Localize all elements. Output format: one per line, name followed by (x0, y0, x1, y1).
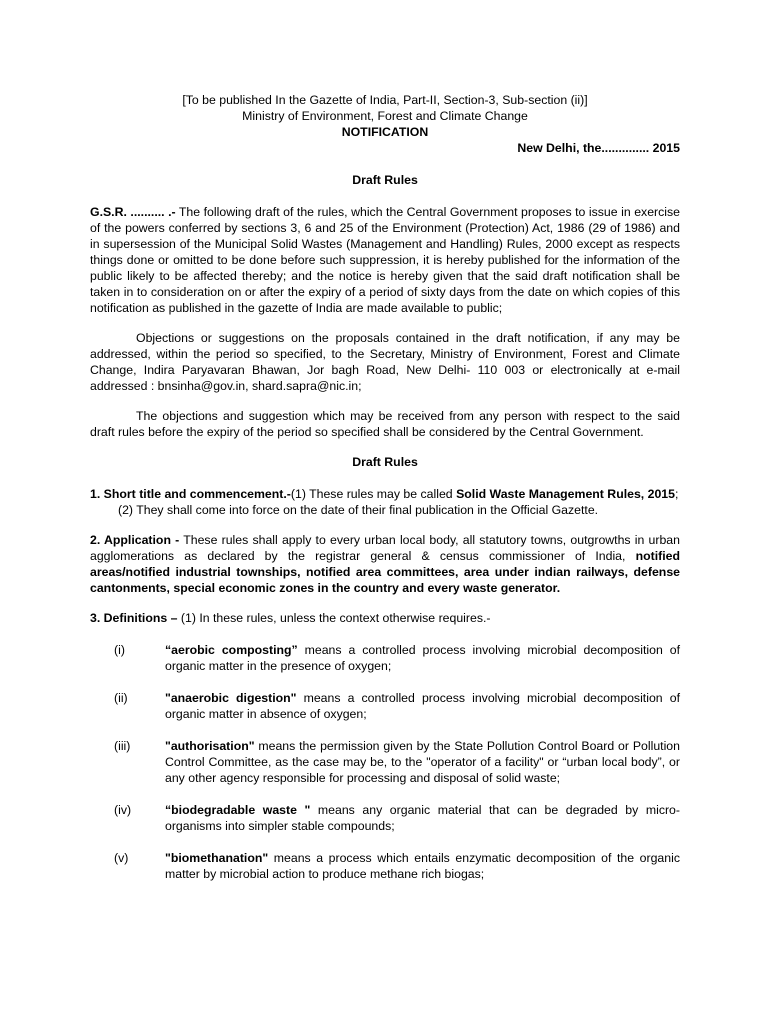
rule-1 (90, 486, 680, 502)
rule-3 (90, 610, 680, 626)
definition-number: (v) (114, 851, 129, 865)
definition-text (165, 802, 680, 834)
rule-2 (90, 532, 680, 596)
notification-heading: NOTIFICATION (341, 125, 429, 139)
place-date: New Delhi, the.............. 2015 (517, 141, 680, 155)
definition-term: "anaerobic digestion" (165, 691, 297, 705)
definition-text (165, 642, 680, 674)
gazette-line: [To be published In the Gazette of India, Part-II, Section-3, Sub-section (ii)] (182, 93, 588, 107)
consideration-paragraph: The objections and suggestion which may be received from any person with respect to the said draft rules before the expiry of the period so specified shall be considered by the Central Government. (90, 409, 680, 439)
definition-number: (i) (114, 643, 125, 657)
definition-item (90, 690, 680, 722)
definition-body: means a controlled process involving microbial decomposition of organic matter in absence of oxygen; (165, 691, 680, 721)
definition-term: "authorisation" (165, 739, 255, 753)
definition-item (90, 738, 680, 786)
definition-term: “biodegradable waste " (165, 803, 311, 817)
gsr-text: The following draft of the rules, which the Central Government proposes to issue in exercise of the powers conferred by sections 3, 6 and 25 of the Environment (Protection) Act, 1986 (29 of 1986) and in supersession of the Municipal Solid Wastes (Management and Handling) Rules, 2000 except as respects things done or omitted to be done before such suppression, it is hereby published for the information of the public likely to be affected thereby; and the notice is hereby given that the said draft notification shall be taken in to consideration on or after the expiry of a period of sixty days from the date on which copies of this notification as published in the gazette of India are made available to public; (90, 205, 681, 315)
gsr-label: G.S.R. .......... .- (90, 205, 176, 219)
ministry-name: Ministry of Environment, Forest and Climate Change (242, 109, 528, 123)
rule-1-name: Solid Waste Management Rules, 2015 (456, 487, 675, 501)
gsr-paragraph (90, 204, 680, 316)
definition-number: (iii) (114, 739, 131, 753)
definition-body: means any organic material that can be degraded by micro-organisms into simpler stable compounds; (165, 803, 680, 833)
rule-3-text: (1) In these rules, unless the context otherwise requires.- (177, 611, 491, 625)
objections-paragraph: Objections or suggestions on the proposals contained in the draft notification, if any may be addressed, within the period so specified, to the Secretary, Ministry of Environment, Forest and Climate Change, Indira Paryavaran Bhawan, Jor bagh Road, New Delhi- 110 003 or electronically at e-mail addressed : bnsinha@gov.in, shard.sapra@nic.in; (90, 331, 680, 393)
definition-number: (ii) (114, 691, 128, 705)
draft-rules-heading-2: Draft Rules (352, 455, 418, 469)
definition-body: means a process which entails enzymatic decomposition of the organic matter by microbial action to produce methane rich biogas; (165, 851, 680, 881)
definition-item (90, 850, 680, 882)
definition-text (165, 850, 680, 882)
rule-2-title: 2. Application - (90, 533, 180, 547)
rule-2-text: These rules shall apply to every urban local body, all statutory towns, outgrowths in urban agglomerations as declared by the registrar general & census commissioner of India, (90, 533, 680, 563)
definition-term: "biomethanation" (165, 851, 269, 865)
rule-1-sub-2: (2) They shall come into force on the date of their final publication in the Official Gazette. (118, 503, 599, 517)
rule-1-text-a: (1) These rules may be called (290, 487, 457, 501)
definition-body: means the permission given by the State Pollution Control Board or Pollution Control Committee, as the case may be, to the "operator of a facility" or “urban local body”, or any other agency responsible for processing and disposal of solid waste; (165, 739, 680, 785)
definition-body: means a controlled process involving microbial decomposition of organic matter in the presence of oxygen; (165, 643, 680, 673)
rule-1-title: 1. Short title and commencement.- (90, 487, 291, 501)
rule-1-text-b: ; (674, 487, 679, 501)
definition-text (165, 690, 680, 722)
rule-2-bold-text: notified areas/notified industrial townships, notified area committees, area under indian railways, defense cantonments, special economic zones in the country and every waste generator. (90, 549, 680, 595)
definition-item (90, 802, 680, 834)
rule-3-title: 3. Definitions – (90, 611, 178, 625)
draft-rules-heading: Draft Rules (352, 173, 418, 187)
definition-number: (iv) (114, 803, 132, 817)
definition-term: “aerobic composting” (165, 643, 298, 657)
definition-item (90, 642, 680, 674)
document-page (90, 92, 680, 882)
definition-text (165, 738, 680, 786)
